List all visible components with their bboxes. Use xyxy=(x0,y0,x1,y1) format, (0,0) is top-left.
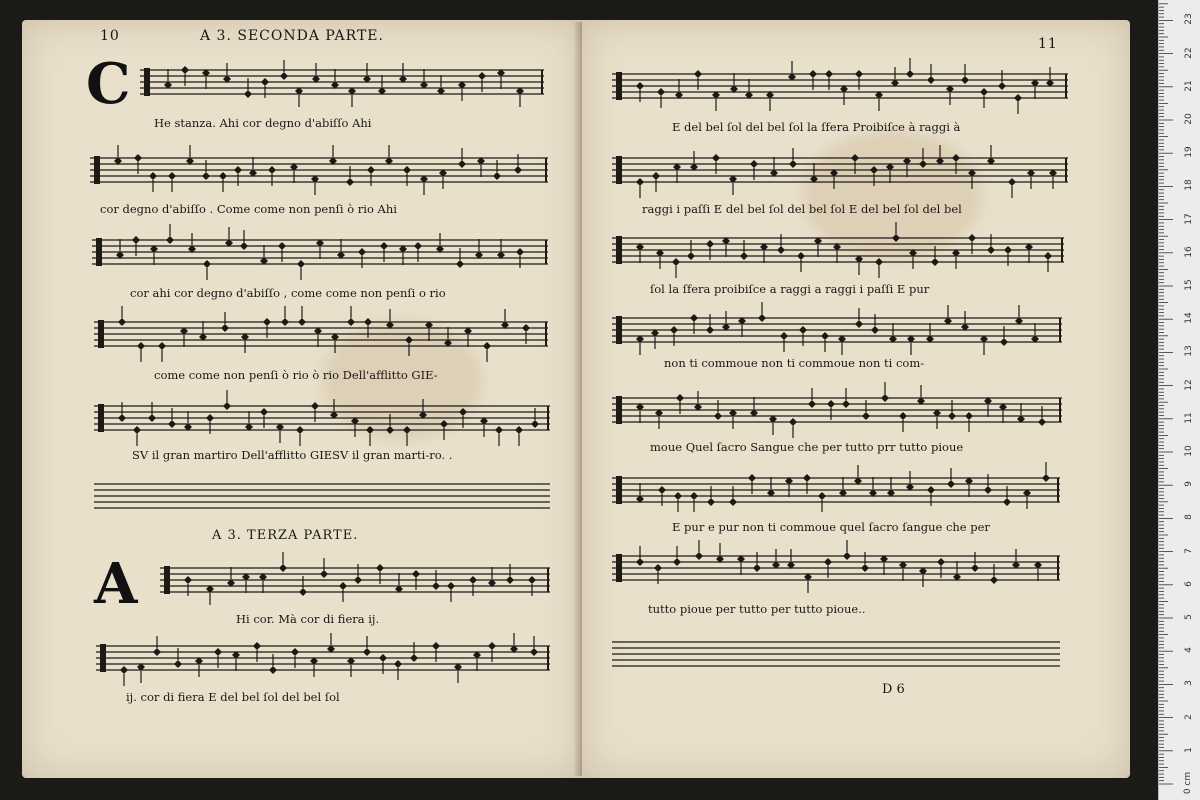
note-head xyxy=(961,76,969,84)
staff-notation xyxy=(612,66,1068,106)
note-head xyxy=(244,90,252,98)
lyric-line: Hi cor. Mà cor di fiera ij. xyxy=(236,612,380,626)
music-staff xyxy=(96,638,550,678)
note-head xyxy=(987,246,995,254)
clef-symbol xyxy=(616,236,622,264)
note-head xyxy=(168,172,176,180)
note-head xyxy=(875,258,883,266)
page-number-right: 11 xyxy=(1038,36,1058,52)
staff-notation xyxy=(612,470,1060,510)
note-head xyxy=(676,394,684,402)
ruler-label: 11 xyxy=(1184,412,1194,424)
note-head xyxy=(281,318,289,326)
note-head xyxy=(297,260,305,268)
note-head xyxy=(729,498,737,506)
note-head xyxy=(927,486,935,494)
clef-symbol xyxy=(100,644,106,672)
staff-notation xyxy=(612,150,1068,190)
note-head xyxy=(447,582,455,590)
note-head xyxy=(174,660,182,668)
note-head xyxy=(948,412,956,420)
note-head xyxy=(674,492,682,500)
ruler-label: 8 xyxy=(1184,514,1194,521)
lyric-line: ij. cor di fiera E del bel ſol del bel ſol xyxy=(126,690,340,704)
note-head xyxy=(707,498,715,506)
music-staff xyxy=(612,470,1060,510)
note-head xyxy=(366,426,374,434)
note-head xyxy=(818,492,826,500)
note-head xyxy=(469,576,477,584)
ruler-label: 23 xyxy=(1184,13,1194,26)
clef-symbol xyxy=(616,316,622,344)
note-head xyxy=(515,426,523,434)
note-head xyxy=(952,154,960,162)
ruler-label: 14 xyxy=(1184,312,1194,324)
note-head xyxy=(780,332,788,340)
note-head xyxy=(488,642,496,650)
lyric-line: non ti commoue non ti commoue non ti com- xyxy=(664,356,925,370)
note-head xyxy=(405,336,413,344)
note-head xyxy=(687,252,695,260)
note-head xyxy=(132,236,140,244)
note-head xyxy=(346,178,354,186)
note-head xyxy=(714,412,722,420)
note-head xyxy=(412,570,420,578)
note-head xyxy=(269,666,277,674)
note-head xyxy=(1000,338,1008,346)
note-head xyxy=(221,324,229,332)
clef-symbol xyxy=(98,404,104,432)
section-header-seconda: A 3. SECONDA PARTE. xyxy=(200,28,384,44)
note-head xyxy=(253,642,261,650)
clef-symbol xyxy=(164,566,170,594)
music-staff xyxy=(612,390,1062,430)
ruler-label: 12 xyxy=(1184,378,1194,391)
note-head xyxy=(919,160,927,168)
ruler-label: 9 xyxy=(1184,481,1194,488)
note-head xyxy=(1008,178,1016,186)
note-head xyxy=(203,260,211,268)
note-head xyxy=(1004,246,1012,254)
note-head xyxy=(531,420,539,428)
note-head xyxy=(1044,252,1052,260)
note-head xyxy=(158,342,166,350)
note-head xyxy=(219,172,227,180)
clef-symbol xyxy=(144,68,150,96)
note-head xyxy=(495,426,503,434)
note-head xyxy=(672,258,680,266)
note-head xyxy=(279,564,287,572)
note-head xyxy=(320,570,328,578)
note-head xyxy=(706,326,714,334)
decorated-initial-a: A xyxy=(94,551,138,617)
music-staff xyxy=(140,62,544,102)
note-head xyxy=(202,172,210,180)
note-head xyxy=(881,394,889,402)
note-head xyxy=(268,166,276,174)
note-head xyxy=(980,88,988,96)
note-head xyxy=(652,172,660,180)
music-staff xyxy=(612,230,1064,270)
note-head xyxy=(528,576,536,584)
note-head xyxy=(149,172,157,180)
staff-notation xyxy=(140,62,544,102)
note-head xyxy=(432,582,440,590)
note-head xyxy=(516,248,524,256)
clef-symbol xyxy=(94,156,100,184)
note-head xyxy=(690,492,698,500)
note-head xyxy=(968,234,976,242)
note-head xyxy=(347,318,355,326)
note-head xyxy=(803,474,811,482)
note-head xyxy=(493,172,501,180)
music-staff xyxy=(94,314,548,354)
note-head xyxy=(367,166,375,174)
clef-symbol xyxy=(616,72,622,100)
note-head xyxy=(234,166,242,174)
staff-notation xyxy=(94,476,550,516)
note-head xyxy=(748,474,756,482)
note-head xyxy=(1014,94,1022,102)
note-head xyxy=(432,642,440,650)
note-head xyxy=(843,552,851,560)
note-head xyxy=(483,342,491,350)
note-head xyxy=(871,326,879,334)
note-head xyxy=(750,160,758,168)
note-head xyxy=(299,588,307,596)
note-head xyxy=(998,82,1006,90)
ruler-label: 1 xyxy=(1184,746,1194,753)
note-head xyxy=(670,326,678,334)
note-head xyxy=(777,246,785,254)
note-head xyxy=(403,426,411,434)
note-head xyxy=(706,240,714,248)
note-head xyxy=(278,242,286,250)
note-head xyxy=(947,480,955,488)
note-head xyxy=(506,576,514,584)
note-head xyxy=(827,400,835,408)
lyric-line: ſol la ſfera proibiſce a raggi a raggi i paſſi E pur xyxy=(650,282,930,296)
ruler-label: 7 xyxy=(1184,547,1194,554)
note-head xyxy=(937,558,945,566)
note-head xyxy=(298,318,306,326)
note-head xyxy=(821,332,829,340)
note-head xyxy=(148,414,156,422)
note-head xyxy=(394,660,402,668)
lyric-line: E del bel ſol del bel ſol la ſfera Proibiſce à raggi à xyxy=(672,120,961,134)
clef-symbol xyxy=(616,554,622,582)
note-head xyxy=(403,166,411,174)
music-staff xyxy=(612,548,1060,588)
note-head xyxy=(354,576,362,584)
note-head xyxy=(636,82,644,90)
note-head xyxy=(673,558,681,566)
lyric-line: cor ahi cor degno d'abiſſo , come come non penſi o rio xyxy=(130,286,446,300)
note-head xyxy=(261,78,269,86)
ruler-label: 20 xyxy=(1184,113,1194,125)
note-head xyxy=(386,426,394,434)
staff-notation xyxy=(90,150,548,190)
note-head xyxy=(965,412,973,420)
staff-notation xyxy=(612,310,1062,350)
music-staff xyxy=(94,398,550,438)
note-head xyxy=(870,166,878,174)
lyric-line: raggi i paſſi E del bel ſol del bel ſol E del bel ſol del bel xyxy=(642,202,962,216)
lyric-line: moue Quel ſacro Sangue che per tutto prr tutto pioue xyxy=(650,440,964,454)
section-header-terza: A 3. TERZA PARTE. xyxy=(212,528,359,543)
music-staff xyxy=(92,232,548,272)
ruler-label: 16 xyxy=(1184,246,1194,258)
note-head xyxy=(799,326,807,334)
note-head xyxy=(851,154,859,162)
note-head xyxy=(181,66,189,74)
note-head xyxy=(1003,498,1011,506)
note-head xyxy=(260,408,268,416)
note-head xyxy=(842,400,850,408)
lyric-line: E pur e pur non ti commoue quel ſacro ſangue che per xyxy=(672,520,990,534)
note-head xyxy=(1038,418,1046,426)
note-head xyxy=(184,576,192,584)
clef-symbol xyxy=(616,156,622,184)
note-head xyxy=(137,342,145,350)
ruler-label: 2 xyxy=(1184,713,1194,720)
empty-staff xyxy=(94,476,550,516)
note-head xyxy=(758,314,766,322)
staff-notation xyxy=(96,638,550,678)
note-head xyxy=(440,420,448,428)
staff-notation xyxy=(612,230,1064,270)
staff-notation xyxy=(94,314,548,354)
ruler-label: 13 xyxy=(1184,345,1194,358)
note-head xyxy=(133,426,141,434)
page-number-left: 10 xyxy=(100,28,120,44)
note-head xyxy=(694,70,702,78)
note-head xyxy=(990,576,998,584)
note-head xyxy=(695,552,703,560)
note-head xyxy=(120,666,128,674)
note-head xyxy=(658,486,666,494)
lyric-line: He stanza. Ahi cor degno d'abiſſo Ahi xyxy=(154,116,372,130)
ruler-label: 5 xyxy=(1184,614,1194,620)
ruler-label: 6 xyxy=(1184,580,1194,587)
note-head xyxy=(414,242,422,250)
note-head xyxy=(456,260,464,268)
ruler-label: 4 xyxy=(1184,647,1194,654)
note-head xyxy=(134,154,142,162)
ruler-label: 19 xyxy=(1184,146,1194,158)
note-head xyxy=(789,160,797,168)
note-head xyxy=(153,648,161,656)
lyric-line: cor degno d'abiſſo . Come come non penſi ò rio Ahi xyxy=(100,202,397,216)
note-head xyxy=(862,412,870,420)
note-head xyxy=(789,418,797,426)
clef-symbol xyxy=(96,238,102,266)
staff-notation xyxy=(92,232,548,272)
music-staff xyxy=(612,150,1068,190)
staff-notation xyxy=(612,390,1062,430)
empty-staff xyxy=(612,634,1060,674)
lyric-line: tutto pioue per tutto per tutto pioue.. xyxy=(648,602,866,616)
note-head xyxy=(797,252,805,260)
note-head xyxy=(358,248,366,256)
note-head xyxy=(291,648,299,656)
ruler-label: 0 cm xyxy=(1183,771,1193,795)
note-head xyxy=(263,318,271,326)
note-head xyxy=(166,236,174,244)
note-head xyxy=(118,414,126,422)
ruler-label: 22 xyxy=(1184,46,1194,59)
note-head xyxy=(855,320,863,328)
note-head xyxy=(809,70,817,78)
left-page xyxy=(22,20,582,778)
music-staff xyxy=(612,310,1062,350)
note-head xyxy=(899,412,907,420)
note-head xyxy=(280,72,288,80)
note-head xyxy=(690,314,698,322)
note-head xyxy=(168,420,176,428)
clef-symbol xyxy=(616,396,622,424)
staff-notation xyxy=(160,560,550,600)
staff-notation xyxy=(94,398,550,438)
note-head xyxy=(376,564,384,572)
note-head xyxy=(1042,474,1050,482)
note-head xyxy=(931,258,939,266)
note-head xyxy=(824,558,832,566)
note-head xyxy=(206,414,214,422)
signature-mark: D 6 xyxy=(882,682,905,697)
clef-symbol xyxy=(98,320,104,348)
decorated-initial-c: C xyxy=(86,51,131,117)
note-head xyxy=(984,486,992,494)
music-staff xyxy=(612,66,1068,106)
note-head xyxy=(296,426,304,434)
note-head xyxy=(825,70,833,78)
note-head xyxy=(380,242,388,250)
note-head xyxy=(364,318,372,326)
note-head xyxy=(530,648,538,656)
note-head xyxy=(363,648,371,656)
note-head xyxy=(971,564,979,572)
note-head xyxy=(654,564,662,572)
note-head xyxy=(712,154,720,162)
staff-notation xyxy=(612,548,1060,588)
note-head xyxy=(892,234,900,242)
note-head xyxy=(311,402,319,410)
note-head xyxy=(478,72,486,80)
note-head xyxy=(522,324,530,332)
music-staff xyxy=(90,150,548,190)
note-head xyxy=(214,648,222,656)
note-head xyxy=(458,160,466,168)
note-head xyxy=(514,166,522,174)
staff-notation xyxy=(612,634,1060,674)
note-head xyxy=(339,582,347,590)
ruler-label: 15 xyxy=(1184,279,1194,291)
note-head xyxy=(379,654,387,662)
clef-symbol xyxy=(616,476,622,504)
note-head xyxy=(636,558,644,566)
note-head xyxy=(753,564,761,572)
note-head xyxy=(240,242,248,250)
note-head xyxy=(808,400,816,408)
ruler-label: 10 xyxy=(1184,445,1194,457)
ruler-label: 3 xyxy=(1184,680,1194,687)
note-head xyxy=(459,408,467,416)
note-head xyxy=(118,318,126,326)
note-head xyxy=(223,402,231,410)
right-page xyxy=(582,20,1130,778)
note-head xyxy=(410,654,418,662)
note-head xyxy=(906,70,914,78)
music-staff xyxy=(160,560,550,600)
ruler-label: 18 xyxy=(1184,179,1194,192)
note-head xyxy=(657,88,665,96)
note-head xyxy=(636,178,644,186)
ruler-label: 21 xyxy=(1184,80,1194,92)
ruler-label: 17 xyxy=(1184,212,1194,225)
note-head xyxy=(855,70,863,78)
note-head xyxy=(861,564,869,572)
lyric-line: come come non penſi ò rio ò rio Dell'afflitto GIE- xyxy=(154,368,438,382)
note-head xyxy=(740,252,748,260)
lyric-line: SV il gran martiro Dell'afflitto GIESV il gran marti-ro. . xyxy=(132,448,453,462)
measurement-ruler xyxy=(1158,0,1200,800)
note-head xyxy=(927,76,935,84)
